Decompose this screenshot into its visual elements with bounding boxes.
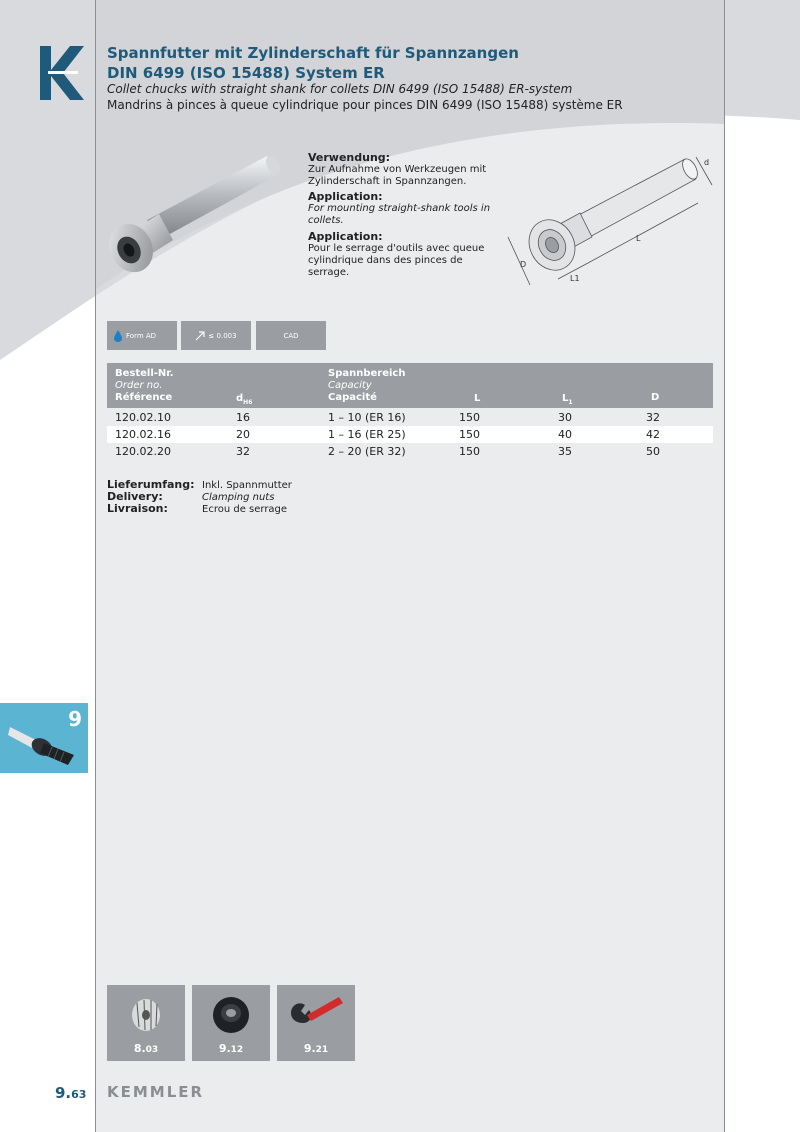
accessory-label: 8.03	[133, 1042, 159, 1055]
kemmler-k-logo	[40, 46, 84, 100]
usage-de	[308, 152, 498, 188]
delivery-labels	[107, 479, 195, 515]
drop-icon	[113, 330, 123, 342]
cell-d: 20	[236, 428, 250, 441]
cell-L1: 40	[558, 428, 572, 441]
usage-fr	[308, 231, 498, 279]
badge-cad-label: CAD	[283, 331, 299, 340]
cell-range: 1 – 16 (ER 25)	[328, 428, 406, 441]
runout-arrow-icon	[195, 331, 205, 341]
usage-fr-heading: Application:	[308, 230, 383, 243]
usage-en-heading: Application:	[308, 190, 383, 203]
table-header	[107, 363, 713, 408]
cell-D: 32	[646, 411, 660, 424]
accessory-collet[interactable]	[107, 985, 185, 1061]
delivery-label-en: Delivery:	[107, 490, 163, 503]
cell-d: 16	[236, 411, 250, 424]
badge-runout	[181, 321, 251, 350]
table-row	[107, 426, 713, 443]
title-din: DIN 6499 (ISO 15488) System ER	[107, 64, 385, 82]
cell-L: 150	[459, 428, 480, 441]
header-L: L	[474, 393, 481, 404]
left-rule	[95, 0, 96, 1132]
product-photo	[107, 148, 282, 278]
wrench-icon	[287, 993, 347, 1035]
chapter-number: 9	[68, 707, 82, 731]
drawing-label-L1: L1	[570, 274, 580, 283]
header-ref-de: Bestell-Nr.	[115, 368, 174, 379]
drawing-label-d: d	[704, 158, 710, 167]
badge-form-label: Form AD	[126, 331, 157, 340]
cell-ref: 120.02.16	[115, 428, 171, 441]
cell-ref: 120.02.20	[115, 445, 171, 458]
usage-de-heading: Verwendung:	[308, 151, 391, 164]
usage-de-text: Zur Aufnahme von Werkzeugen mit Zylinderschaft in Spannzangen.	[308, 164, 487, 187]
accessory-nut[interactable]	[192, 985, 270, 1061]
header-d-h6: $d_{H6}$	[236, 393, 253, 406]
clamping-nut-icon	[208, 993, 254, 1035]
cell-range: 1 – 10 (ER 16)	[328, 411, 406, 424]
table-row	[107, 409, 713, 426]
cell-L1: 35	[558, 445, 572, 458]
header-range-de: Spannbereich	[328, 368, 406, 379]
header-ref-fr: Référence	[115, 392, 173, 403]
collet-icon	[125, 995, 167, 1035]
cell-L: 150	[459, 445, 480, 458]
delivery-label-fr: Livraison:	[107, 502, 168, 515]
usage-fr-text: Pour le serrage d'outils avec queue cylindrique dans des pinces de serrage.	[308, 243, 485, 278]
drawing-label-D: D	[520, 260, 527, 269]
title-german: Spannfutter mit Zylinderschaft für Spannzangen	[107, 44, 519, 62]
delivery-value-de: Inkl. Spannmutter	[202, 480, 292, 491]
cell-D: 42	[646, 428, 660, 441]
title-english: Collet chucks with straight shank for collets DIN 6499 (ISO 15488) ER-system	[107, 82, 573, 96]
cell-ref: 120.02.10	[115, 411, 171, 424]
delivery-value-fr: Ecrou de serrage	[202, 504, 288, 515]
accessory-label: 9.21	[303, 1042, 329, 1055]
cell-d: 32	[236, 445, 250, 458]
header-range-fr: Capacité	[328, 392, 377, 403]
delivery-value-en: Clamping nuts	[202, 492, 275, 503]
delivery-label-de: Lieferumfang:	[107, 478, 195, 491]
header-L1: $L_1$	[562, 393, 573, 406]
technical-drawing	[500, 145, 722, 295]
header-D: D	[651, 392, 660, 403]
accessory-label: 9.12	[218, 1042, 244, 1055]
cell-L: 150	[459, 411, 480, 424]
delivery-values	[202, 480, 292, 516]
cell-range: 2 – 20 (ER 32)	[328, 445, 406, 458]
title-french: Mandrins à pinces à queue cylindrique pour pinces DIN 6499 (ISO 15488) système ER	[107, 98, 623, 112]
table-row	[107, 443, 713, 460]
cell-D: 50	[646, 445, 660, 458]
right-rule	[724, 0, 725, 1132]
usage-en-text: For mounting straight-shank tools in collets.	[308, 203, 491, 226]
drawing-label-L: L	[636, 234, 641, 243]
accessory-wrench[interactable]	[277, 985, 355, 1061]
badge-form-ad	[107, 321, 177, 350]
page-number: 9.63	[55, 1084, 87, 1102]
usage-en	[308, 191, 498, 227]
brand-name: KEMMLER	[107, 1083, 205, 1101]
cell-L1: 30	[558, 411, 572, 424]
badge-cad[interactable]	[256, 321, 326, 350]
badge-tolerance-label: ≤ 0.003	[208, 331, 237, 340]
header-range-en: Capacity	[328, 380, 372, 391]
chapter-tab[interactable]	[0, 703, 88, 773]
header-ref-en: Order no.	[115, 380, 163, 391]
